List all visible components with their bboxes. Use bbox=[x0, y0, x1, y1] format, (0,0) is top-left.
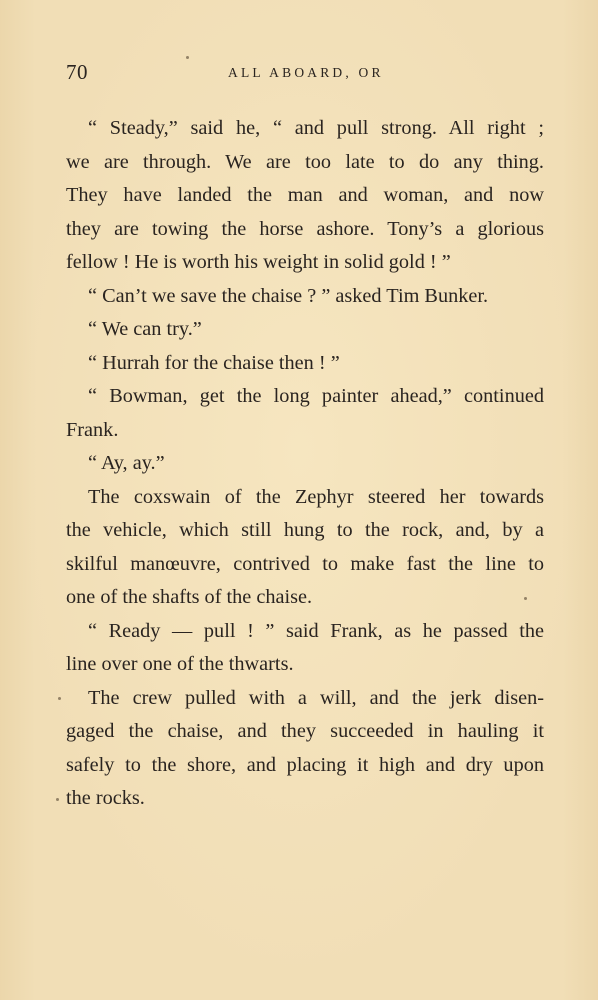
paper-speck bbox=[186, 56, 189, 59]
text-line: “ Ready — pull ! ” said Frank, as he passed the bbox=[88, 619, 544, 642]
text-line: line over one of the thwarts. bbox=[66, 653, 294, 675]
text-line: skilful manœuvre, contrived to make fast the line to bbox=[66, 552, 544, 575]
running-title: ALL ABOARD, OR bbox=[228, 65, 384, 80]
text-line: “ Hurrah for the chaise then ! ” bbox=[88, 351, 340, 374]
text-line: Frank. bbox=[66, 418, 119, 441]
text-line: the vehicle, which still hung to the rock, and, by a bbox=[66, 519, 544, 541]
text-line: “ Steady,” said he, “ and pull strong. All right ; bbox=[88, 117, 544, 139]
text-line: fellow ! He is worth his weight in solid gold ! ” bbox=[66, 251, 451, 273]
paper-speck bbox=[56, 798, 59, 801]
paper-speck bbox=[58, 697, 61, 700]
text-line: safely to the shore, and placing it high and dry upon bbox=[66, 753, 544, 776]
text-line: They have landed the man and woman, and now bbox=[66, 184, 544, 206]
text-line: gaged the chaise, and they succeeded in hauling it bbox=[66, 720, 544, 742]
text-line: one of the shafts of the chaise. bbox=[66, 586, 313, 608]
text-line: “ Can’t we save the chaise ? ” asked Tim Bunker. bbox=[88, 284, 489, 307]
text-line: we are through. We are too late to do any thing. bbox=[66, 150, 544, 173]
text-line: “ We can try.” bbox=[88, 318, 202, 340]
text-line: they are towing the horse ashore. Tony’s a glorious bbox=[66, 217, 544, 240]
text-line: the rocks. bbox=[66, 787, 145, 809]
body-text bbox=[66, 112, 544, 816]
text-line: “ Ay, ay.” bbox=[88, 452, 165, 474]
text-line: The crew pulled with a will, and the jerk disen- bbox=[88, 686, 544, 709]
page-number: 70 bbox=[66, 60, 88, 84]
text-line: The coxswain of the Zephyr steered her towards bbox=[88, 485, 544, 508]
running-head bbox=[66, 60, 546, 90]
paper-speck bbox=[524, 597, 527, 600]
text-line: “ Bowman, get the long painter ahead,” continued bbox=[88, 385, 544, 407]
